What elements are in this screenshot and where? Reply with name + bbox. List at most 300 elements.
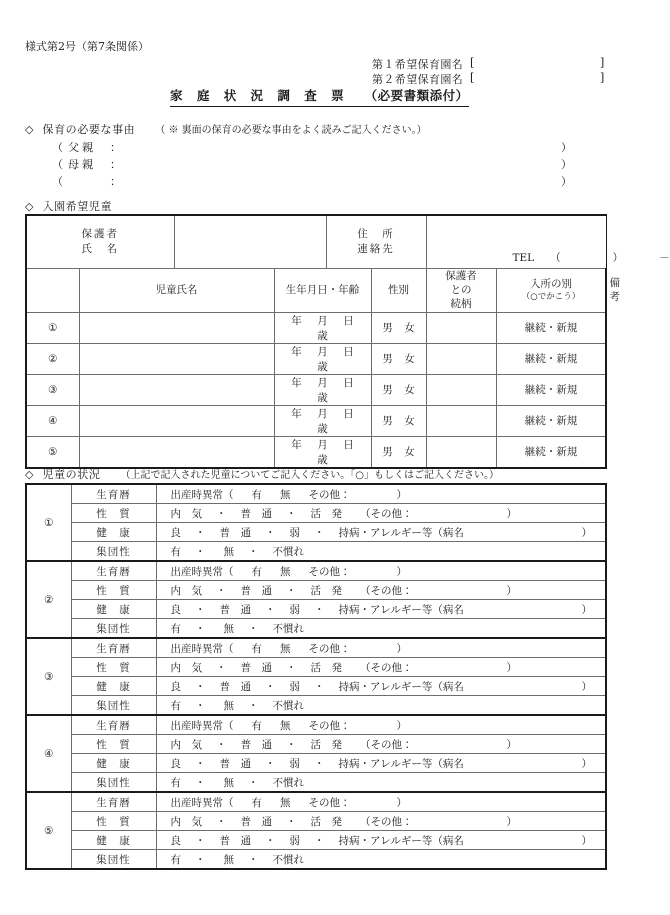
child-row-3-relation[interactable]	[426, 374, 496, 405]
growth-opt2-1[interactable]: 無	[280, 488, 291, 501]
char-other-5: （その他：	[360, 815, 413, 828]
child-heading-label: 入園希望児童	[42, 200, 113, 213]
guardian-name-value[interactable]	[174, 215, 326, 269]
char-sep2-5: ・	[286, 815, 297, 828]
child-row-3-female[interactable]: 女	[404, 384, 415, 397]
soc-sep2-5: ・	[248, 853, 259, 866]
char-opt2-1[interactable]: 普 通	[240, 507, 272, 520]
health-close-3: ）	[581, 680, 592, 693]
reason-section-heading	[25, 121, 427, 137]
table-row	[26, 343, 606, 374]
health-opt4-1[interactable]: 持病・アレルギー等（病名	[338, 526, 464, 539]
health-sep2-3: ・	[265, 680, 276, 693]
status-5-growth-value[interactable]	[156, 792, 606, 812]
child-row-2-month: 月	[317, 345, 328, 358]
char-opt3-5[interactable]: 活 発	[310, 815, 342, 828]
soc-opt2-3[interactable]: 無	[223, 699, 234, 712]
status-4-growth-label: 生育暦	[71, 715, 156, 735]
status-4-character-value[interactable]	[156, 735, 606, 754]
child-row-2-admission[interactable]: 継続・新規	[496, 343, 606, 374]
preference-1-bracket-open: [	[470, 56, 475, 69]
soc-sep2-2: ・	[248, 622, 259, 635]
soc-opt2-1[interactable]: 無	[223, 545, 234, 558]
growth-other-1: その他：	[308, 488, 351, 501]
soc-opt1-4[interactable]: 有	[170, 776, 181, 789]
preference-1-bracket-close: ]	[600, 56, 605, 69]
child-row-1-gender[interactable]	[371, 312, 426, 343]
char-sep1-5: ・	[216, 815, 227, 828]
health-opt1-3[interactable]: 良	[170, 680, 181, 693]
col-relation-header	[426, 269, 496, 313]
status-1-character-value[interactable]	[156, 504, 606, 523]
status-2-health-label: 健 康	[71, 600, 156, 619]
health-opt1-4[interactable]: 良	[170, 757, 181, 770]
char-opt1-4[interactable]: 内 気	[170, 738, 202, 751]
guardian-name-label-line1: 保護者	[81, 227, 119, 240]
child-row-4-name[interactable]	[79, 405, 274, 436]
health-opt4-4[interactable]: 持病・アレルギー等（病名	[338, 757, 464, 770]
child-row-1-admission[interactable]: 継続・新規	[496, 312, 606, 343]
reason-father-paren-open: （	[52, 141, 63, 154]
char-other-1: （その他：	[360, 507, 413, 520]
growth-close-3: ）	[396, 642, 407, 655]
growth-prefix-3: 出産時異常（	[170, 642, 234, 655]
child-applicant-table	[25, 214, 670, 469]
child-row-3-gender[interactable]	[371, 374, 426, 405]
growth-prefix-1: 出産時異常（	[170, 488, 234, 501]
soc-opt2-5[interactable]: 無	[223, 853, 234, 866]
soc-opt3-5[interactable]: 不慣れ	[272, 853, 304, 866]
health-sep2-5: ・	[265, 834, 276, 847]
growth-close-4: ）	[396, 719, 407, 732]
status-5-sociality-value[interactable]	[156, 850, 606, 870]
char-other-3: （その他：	[360, 661, 413, 674]
child-row-4-year: 年	[291, 407, 302, 420]
health-close-1: ）	[581, 526, 592, 539]
char-sep1-3: ・	[216, 661, 227, 674]
char-sep2-1: ・	[286, 507, 297, 520]
child-row-3-month: 月	[317, 376, 328, 389]
table-row	[26, 523, 606, 542]
status-5-growth-label: 生育暦	[71, 792, 156, 812]
soc-opt3-2[interactable]: 不慣れ	[272, 622, 304, 635]
col-birthdate-header: 生年月日・年齢	[274, 269, 371, 313]
health-opt2-3[interactable]: 普 通	[219, 680, 251, 693]
growth-close-2: ）	[396, 565, 407, 578]
soc-opt2-2[interactable]: 無	[223, 622, 234, 635]
char-sep2-3: ・	[286, 661, 297, 674]
char-close-1: ）	[506, 507, 517, 520]
status-4-sociality-label: 集団性	[71, 773, 156, 793]
health-close-5: ）	[581, 834, 592, 847]
health-opt4-5[interactable]: 持病・アレルギー等（病名	[338, 834, 464, 847]
soc-opt3-1[interactable]: 不慣れ	[272, 545, 304, 558]
char-opt3-3[interactable]: 活 発	[310, 661, 342, 674]
soc-opt3-3[interactable]: 不慣れ	[272, 699, 304, 712]
tel-dash: －	[659, 252, 670, 264]
char-close-2: ）	[506, 584, 517, 597]
child-row-2-male[interactable]: 男	[382, 353, 393, 366]
status-2-character-value[interactable]	[156, 581, 606, 600]
table-row	[26, 619, 606, 639]
char-close-3: ）	[506, 661, 517, 674]
soc-opt1-3[interactable]: 有	[170, 699, 181, 712]
status-2-sociality-value[interactable]	[156, 619, 606, 639]
soc-opt1-1[interactable]: 有	[170, 545, 181, 558]
tel-paren-close: ）	[612, 252, 624, 264]
health-sep1-3: ・	[195, 680, 206, 693]
page-title-sub: （必要書類添付）	[364, 88, 469, 103]
reason-heading-label: 保育の必要な事由	[42, 123, 136, 136]
health-sep1-2: ・	[195, 603, 206, 616]
table-row	[26, 735, 606, 754]
health-opt3-4[interactable]: 弱	[289, 757, 300, 770]
status-5-health-value[interactable]	[156, 831, 606, 850]
health-close-2: ）	[581, 603, 592, 616]
table-row	[26, 831, 606, 850]
table-row	[26, 312, 606, 343]
child-table-header-row: 児童氏名 生年月日・年齢 性別 保護者 との 続柄 入所の別 （○でかこう） 備 考	[26, 269, 606, 313]
child-row-3-day: 日	[343, 376, 354, 389]
reason-father-colon: ：	[110, 141, 121, 154]
table-row	[26, 581, 606, 600]
table-row	[26, 754, 606, 773]
preference-2-bracket-close: ]	[600, 71, 605, 84]
table-row	[26, 773, 606, 793]
reason-mother-paren-close: ）	[561, 158, 572, 171]
form-number: 様式第2号（第7条関係）	[25, 40, 149, 53]
guardian-name-label	[26, 215, 174, 269]
health-sep2-2: ・	[265, 603, 276, 616]
health-sep2-4: ・	[265, 757, 276, 770]
growth-opt2-4[interactable]: 無	[280, 719, 291, 732]
child-status-table	[25, 483, 607, 870]
child-row-1-birthdate[interactable]	[274, 312, 371, 343]
child-row-4-month: 月	[317, 407, 328, 420]
child-row-1-male[interactable]: 男	[382, 322, 393, 335]
health-sep1-4: ・	[195, 757, 206, 770]
reason-father-paren-close: ）	[561, 141, 572, 154]
health-sep1-1: ・	[195, 526, 206, 539]
health-sep3-5: ・	[314, 834, 325, 847]
growth-other-2: その他：	[308, 565, 351, 578]
char-sep2-4: ・	[286, 738, 297, 751]
char-sep1-2: ・	[216, 584, 227, 597]
health-sep2-1: ・	[265, 526, 276, 539]
status-5-character-label: 性 質	[71, 812, 156, 831]
health-sep1-5: ・	[195, 834, 206, 847]
health-sep3-4: ・	[314, 757, 325, 770]
tel-line	[513, 250, 670, 265]
soc-sep2-4: ・	[248, 776, 259, 789]
table-row	[26, 542, 606, 562]
child-row-3-age: 歳	[317, 391, 328, 404]
tel-label: TEL	[512, 252, 535, 264]
status-3-sociality-value[interactable]	[156, 696, 606, 716]
soc-opt2-4[interactable]: 無	[223, 776, 234, 789]
col-child-name-header: 児童氏名	[79, 269, 274, 313]
table-row	[26, 812, 606, 831]
growth-opt1-5[interactable]: 有	[251, 796, 262, 809]
reason-father-label: 父親	[68, 141, 96, 154]
status-3-sociality-label: 集団性	[71, 696, 156, 716]
status-3-character-label: 性 質	[71, 658, 156, 677]
admission-header-label: 入所の別	[530, 278, 572, 291]
status-3-health-label: 健 康	[71, 677, 156, 696]
table-row	[26, 484, 606, 504]
status-2-growth-label: 生育暦	[71, 561, 156, 581]
health-opt3-3[interactable]: 弱	[289, 680, 300, 693]
relation-header-line1: 保護者	[445, 270, 477, 282]
child-row-3-birthdate[interactable]	[274, 374, 371, 405]
soc-sep1-3: ・	[195, 699, 206, 712]
col-gender-header: 性別	[371, 269, 426, 313]
table-row	[26, 561, 606, 581]
page-title-main: 家 庭 状 況 調 査 票	[170, 88, 349, 103]
growth-opt2-3[interactable]: 無	[280, 642, 291, 655]
reason-other-paren-open: （	[52, 175, 63, 188]
status-4-health-label: 健 康	[71, 754, 156, 773]
char-close-5: ）	[506, 815, 517, 828]
child-row-3-name[interactable]	[79, 374, 274, 405]
health-sep3-3: ・	[314, 680, 325, 693]
table-row	[26, 374, 606, 405]
health-opt4-3[interactable]: 持病・アレルギー等（病名	[338, 680, 464, 693]
child-row-1-name[interactable]	[79, 312, 274, 343]
col-index-header	[26, 269, 79, 313]
status-4-sociality-value[interactable]	[156, 773, 606, 793]
reason-mother-label: 母親	[68, 158, 96, 171]
soc-sep1-2: ・	[195, 622, 206, 635]
health-opt3-2[interactable]: 弱	[289, 603, 300, 616]
child-row-5-birthdate[interactable]	[274, 436, 371, 468]
status-block-2-index: ②	[26, 561, 71, 638]
growth-prefix-2: 出産時異常（	[170, 565, 234, 578]
page-title	[170, 86, 469, 107]
table-row	[26, 792, 606, 812]
char-other-4: （その他：	[360, 738, 413, 751]
tel-paren-open: （	[550, 252, 561, 264]
admission-header-sub: （○でかこう）	[521, 291, 581, 302]
preference-2-label: 第２希望保育園名	[372, 73, 464, 86]
reason-other-colon: ：	[110, 175, 121, 188]
child-row-1-female[interactable]: 女	[404, 322, 415, 335]
health-opt3-1[interactable]: 弱	[289, 526, 300, 539]
growth-prefix-4: 出産時異常（	[170, 719, 234, 732]
char-opt1-3[interactable]: 内 気	[170, 661, 202, 674]
table-row	[26, 696, 606, 716]
char-opt3-4[interactable]: 活 発	[310, 738, 342, 751]
health-opt3-5[interactable]: 弱	[289, 834, 300, 847]
status-2-health-value[interactable]	[156, 600, 606, 619]
growth-opt1-2[interactable]: 有	[251, 565, 262, 578]
guardian-address-tel-cell[interactable]	[426, 215, 670, 269]
relation-header-line2: との	[450, 284, 472, 297]
char-opt1-1[interactable]: 内 気	[170, 507, 202, 520]
child-row-5-month: 月	[317, 438, 328, 451]
child-row-3-male[interactable]: 男	[382, 384, 393, 397]
status-4-growth-value[interactable]	[156, 715, 606, 735]
child-row-4-admission[interactable]: 継続・新規	[496, 405, 606, 436]
health-sep3-2: ・	[314, 603, 325, 616]
diamond-icon-3: ◇	[25, 468, 34, 481]
child-row-4-birthdate[interactable]	[274, 405, 371, 436]
soc-sep1-5: ・	[195, 853, 206, 866]
child-row-2-birthdate[interactable]	[274, 343, 371, 374]
status-1-health-value[interactable]	[156, 523, 606, 542]
char-opt2-2[interactable]: 普 通	[240, 584, 272, 597]
child-row-5-admission[interactable]: 継続・新規	[496, 436, 606, 468]
char-opt3-2[interactable]: 活 発	[310, 584, 342, 597]
reason-row-other	[52, 173, 572, 189]
child-section-heading	[25, 198, 112, 214]
status-block-3-index: ③	[26, 638, 71, 715]
diamond-icon: ◇	[25, 123, 34, 136]
health-opt2-5[interactable]: 普 通	[219, 834, 251, 847]
growth-other-3: その他：	[308, 642, 351, 655]
child-row-2-day: 日	[343, 345, 354, 358]
status-block-1-index: ①	[26, 484, 71, 561]
char-opt1-2[interactable]: 内 気	[170, 584, 202, 597]
char-other-2: （その他：	[360, 584, 413, 597]
status-section-heading	[25, 466, 499, 482]
health-opt2-2[interactable]: 普 通	[219, 603, 251, 616]
child-row-1-age: 歳	[317, 329, 328, 342]
char-opt2-4[interactable]: 普 通	[240, 738, 272, 751]
soc-opt1-2[interactable]: 有	[170, 622, 181, 635]
health-opt1-1[interactable]: 良	[170, 526, 181, 539]
child-row-2-gender[interactable]	[371, 343, 426, 374]
preference-row-2	[372, 71, 605, 87]
child-row-4-gender[interactable]	[371, 405, 426, 436]
char-opt2-5[interactable]: 普 通	[240, 815, 272, 828]
status-block-5-index: ⑤	[26, 792, 71, 869]
child-row-2-year: 年	[291, 345, 302, 358]
growth-other-4: その他：	[308, 719, 351, 732]
health-opt4-2[interactable]: 持病・アレルギー等（病名	[338, 603, 464, 616]
child-row-4-relation[interactable]	[426, 405, 496, 436]
char-close-4: ）	[506, 738, 517, 751]
growth-opt2-2[interactable]: 無	[280, 565, 291, 578]
growth-other-5: その他：	[308, 796, 351, 809]
soc-sep1-4: ・	[195, 776, 206, 789]
status-4-health-value[interactable]	[156, 754, 606, 773]
preference-1-label: 第１希望保育園名	[372, 58, 464, 71]
char-opt2-3[interactable]: 普 通	[240, 661, 272, 674]
growth-opt2-5[interactable]: 無	[280, 796, 291, 809]
child-row-4-age: 歳	[317, 422, 328, 435]
table-row	[26, 600, 606, 619]
child-row-2-female[interactable]: 女	[404, 353, 415, 366]
status-3-growth-label: 生育暦	[71, 638, 156, 658]
status-5-sociality-label: 集団性	[71, 850, 156, 870]
child-row-5-relation[interactable]	[426, 436, 496, 468]
address-label-line2: 連絡先	[357, 243, 395, 255]
child-row-1-month: 月	[317, 314, 328, 327]
char-opt1-5[interactable]: 内 気	[170, 815, 202, 828]
growth-close-5: ）	[396, 796, 407, 809]
status-2-character-label: 性 質	[71, 581, 156, 600]
status-1-growth-value[interactable]	[156, 484, 606, 504]
health-sep3-1: ・	[314, 526, 325, 539]
child-row-5-gender[interactable]	[371, 436, 426, 468]
child-row-1-index: ①	[26, 312, 79, 343]
soc-opt3-4[interactable]: 不慣れ	[272, 776, 304, 789]
status-3-growth-value[interactable]	[156, 638, 606, 658]
child-row-2-relation[interactable]	[426, 343, 496, 374]
growth-opt1-4[interactable]: 有	[251, 719, 262, 732]
status-block-4-index: ④	[26, 715, 71, 792]
char-opt3-1[interactable]: 活 発	[310, 507, 342, 520]
status-2-growth-value[interactable]	[156, 561, 606, 581]
char-sep2-2: ・	[286, 584, 297, 597]
child-row-4-male[interactable]: 男	[382, 415, 393, 428]
table-row	[26, 504, 606, 523]
status-3-health-value[interactable]	[156, 677, 606, 696]
growth-prefix-5: 出産時異常（	[170, 796, 234, 809]
health-opt2-1[interactable]: 普 通	[219, 526, 251, 539]
child-row-2-age: 歳	[317, 360, 328, 373]
status-1-sociality-value[interactable]	[156, 542, 606, 562]
child-row-5-name[interactable]	[79, 436, 274, 468]
status-5-character-value[interactable]	[156, 812, 606, 831]
char-sep1-1: ・	[216, 507, 227, 520]
table-row	[26, 436, 606, 468]
child-row-3-year: 年	[291, 376, 302, 389]
child-row-4-index: ④	[26, 405, 79, 436]
child-row-2-index: ②	[26, 343, 79, 374]
child-row-5-age: 歳	[317, 453, 328, 466]
child-row-2-name[interactable]	[79, 343, 274, 374]
health-opt1-5[interactable]: 良	[170, 834, 181, 847]
reason-row-father	[52, 139, 572, 155]
child-row-3-admission[interactable]: 継続・新規	[496, 374, 606, 405]
reason-mother-colon: ：	[110, 158, 121, 171]
child-row-5-year: 年	[291, 438, 302, 451]
growth-close-1: ）	[396, 488, 407, 501]
table-row	[26, 677, 606, 696]
address-label-line1: 住 所	[357, 227, 395, 240]
col-admission-header	[496, 269, 606, 313]
child-row-3-index: ③	[26, 374, 79, 405]
table-row	[26, 638, 606, 658]
health-opt1-2[interactable]: 良	[170, 603, 181, 616]
child-row-4-day: 日	[343, 407, 354, 420]
status-1-sociality-label: 集団性	[71, 542, 156, 562]
health-close-4: ）	[581, 757, 592, 770]
child-row-4-female[interactable]: 女	[404, 415, 415, 428]
health-opt2-4[interactable]: 普 通	[219, 757, 251, 770]
child-row-5-female[interactable]: 女	[404, 446, 415, 459]
child-row-5-male[interactable]: 男	[382, 446, 393, 459]
guardian-address-label	[326, 215, 426, 269]
char-sep1-4: ・	[216, 738, 227, 751]
child-row-1-day: 日	[343, 314, 354, 327]
reason-row-mother	[52, 156, 572, 172]
soc-opt1-5[interactable]: 有	[170, 853, 181, 866]
child-row-5-day: 日	[343, 438, 354, 451]
reason-mother-paren-open: （	[52, 158, 63, 171]
status-5-health-label: 健 康	[71, 831, 156, 850]
status-4-character-label: 性 質	[71, 735, 156, 754]
soc-sep2-3: ・	[248, 699, 259, 712]
diamond-icon-2: ◇	[25, 200, 34, 213]
growth-opt1-3[interactable]: 有	[251, 642, 262, 655]
child-row-1-relation[interactable]	[426, 312, 496, 343]
growth-opt1-1[interactable]: 有	[251, 488, 262, 501]
table-row	[26, 850, 606, 870]
status-3-character-value[interactable]	[156, 658, 606, 677]
